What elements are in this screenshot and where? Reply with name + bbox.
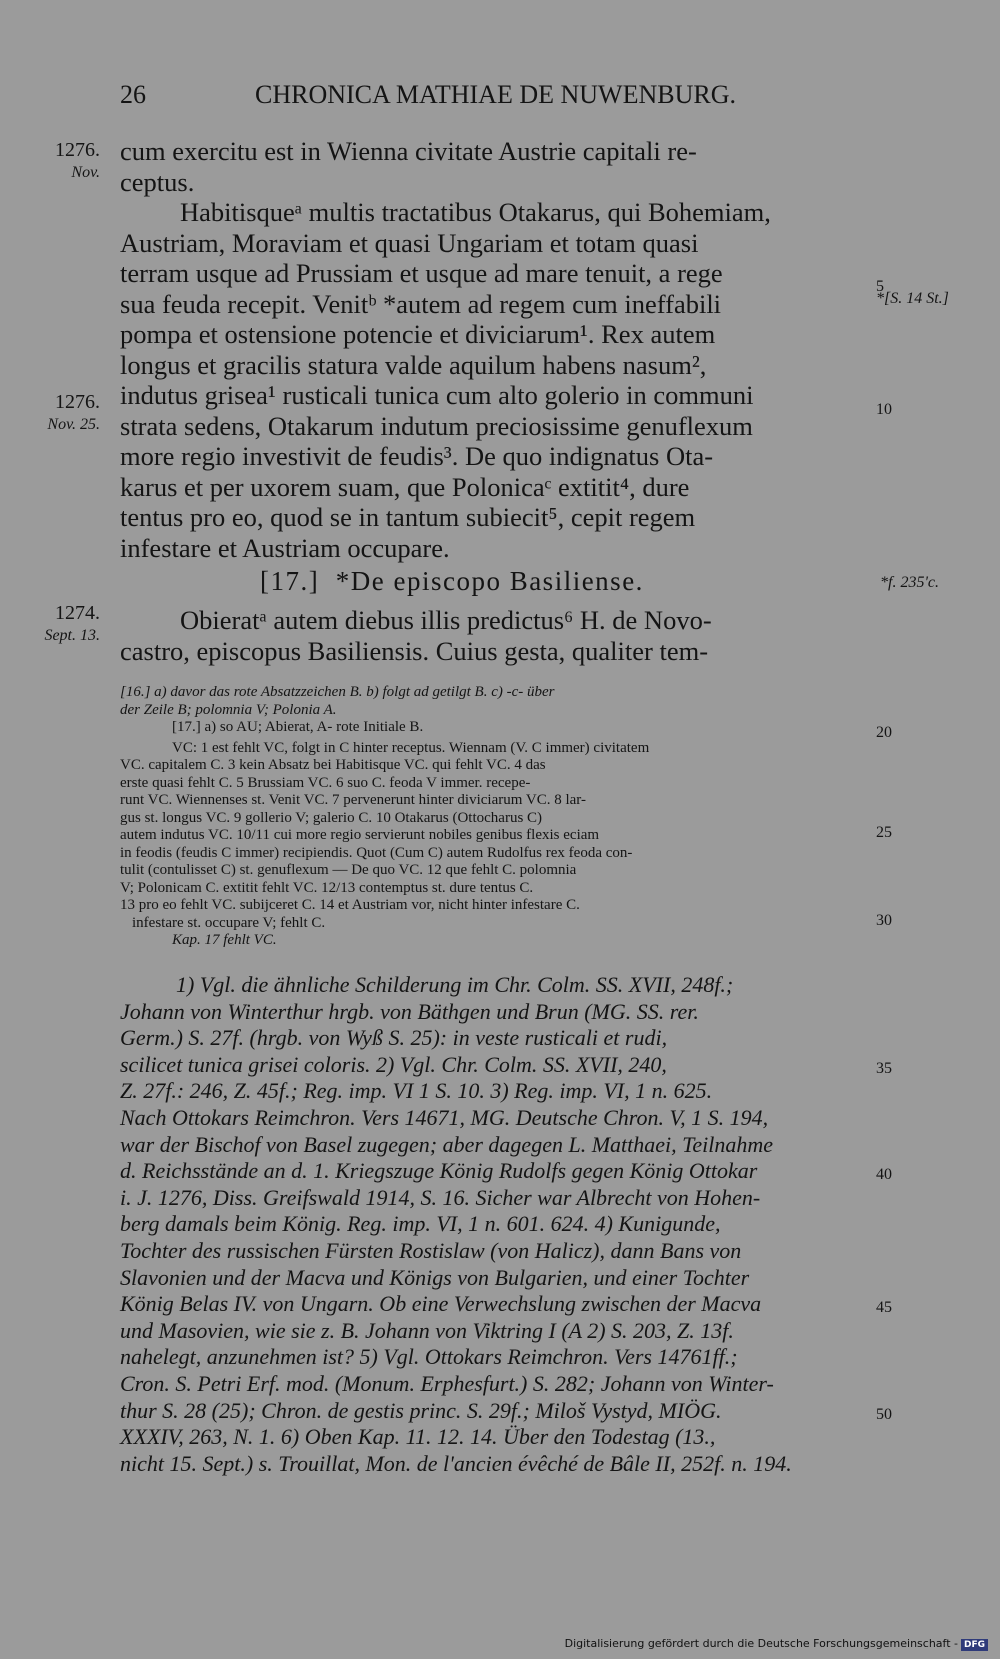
apparatus-line: tulit (contulisset C) st. genuflexum — De quo VC. 12 que fehlt C. polomnia xyxy=(120,862,577,878)
margin-ref: *[S. 14 St.] xyxy=(876,290,949,307)
digitization-credit xyxy=(565,1637,988,1651)
margin-ref: *f. 235'c. xyxy=(880,574,939,591)
footnote-line: nicht 15. Sept.) s. Trouillat, Mon. de l'ancien évêché de Bâle II, 252f. n. 194. xyxy=(120,1450,792,1476)
line-number: 45 xyxy=(876,1299,892,1316)
footnote-line: Slavonien und der Macva und Königs von Bulgarien, und einer Tochter xyxy=(120,1264,750,1290)
section-line: castro, episcopus Basiliensis. Cuius gesta, qualiter tem- xyxy=(120,636,709,666)
side-date-1 xyxy=(0,140,100,183)
footnote-line: Cron. S. Petri Erf. mod. (Monum. Erphesfurt.) S. 282; Johann von Winter- xyxy=(120,1370,774,1396)
side-date-2 xyxy=(0,392,100,435)
footnote-line: nahelegt, anzunehmen ist? 5) Vgl. Ottokars Reimchron. Vers 14761ff.; xyxy=(120,1344,738,1370)
text-line: sua feuda recepit. Venitᵇ *autem ad regem cum ineffabili xyxy=(120,288,722,319)
apparatus-line: V; Polonicam C. extitit fehlt VC. 12/13 contemptus st. dure tentus C. xyxy=(120,879,534,896)
line-number: 5 xyxy=(876,278,884,295)
footnote-line: thur S. 28 (25); Chron. de gestis princ. S. 29f.; Miloš Vystyd, MIÖG. xyxy=(120,1397,722,1423)
text-line: infestare et Austriam occupare. xyxy=(120,532,450,563)
apparatus-line: erste quasi fehlt C. 5 Brussiam VC. 6 suo C. feoda V immer. recepe- xyxy=(120,774,531,791)
credit-text: Digitalisierung gefördert durch die Deutsche Forschungsgemeinschaft - xyxy=(564,1637,958,1650)
line-number: 35 xyxy=(876,1060,892,1077)
apparatus-line: [17.] a) so AU; Abierat, A- rote Initiale B. xyxy=(172,719,424,735)
apparatus-line: infestare st. occupare V; fehlt C. xyxy=(132,914,326,931)
footnote-line: König Belas IV. von Ungarn. Ob eine Verwechslung zwischen der Macva xyxy=(120,1291,762,1317)
apparatus-line: in feodis (feudis C immer) recipiendis. Quot (Cum C) autem Rudolfus rex feoda con- xyxy=(120,844,633,861)
line-number: 10 xyxy=(876,401,892,418)
footnote-line: 1) Vgl. die ähnliche Schilderung im Chr. Colm. SS. XVII, 248f.; xyxy=(176,972,734,997)
footnotes xyxy=(120,972,868,1477)
footnote-line: Nach Ottokars Reimchron. Vers 14671, MG. Deutsche Chron. V, 1 S. 194, xyxy=(120,1104,769,1130)
footnote-line: XXXIV, 263, N. 1. 6) Oben Kap. 11. 12. 14. Über den Todestag (13., xyxy=(120,1424,716,1450)
text-line: Habitisqueᵃ multis tractatibus Otakarus, qui Bohemiam, xyxy=(180,197,771,227)
text-line: indutus grisea¹ rusticali tunica cum alto golerio in communi xyxy=(120,380,754,410)
side-date-year: 1276. xyxy=(55,139,100,161)
footnote-line: Tochter des russischen Fürsten Rostislaw (von Halicz), dann Bans von xyxy=(120,1237,742,1263)
text-line: tentus pro eo, quod se in tantum subiecit⁵, cepit regem xyxy=(120,502,696,532)
section-line: Obieratᵃ autem diebus illis predictus⁶ H. de Novo- xyxy=(180,605,712,635)
side-date-year: 1274. xyxy=(55,602,100,624)
line-number: 30 xyxy=(876,912,892,929)
side-date-month: Nov. xyxy=(71,164,100,181)
apparatus xyxy=(120,684,868,950)
footnote-line: Z. 27f.: 246, Z. 45f.; Reg. imp. VI 1 S. 10. 3) Reg. imp. VI, 1 n. 625. xyxy=(120,1078,713,1104)
apparatus-line: gus st. longus VC. 9 gollerio V; galerio C. 10 Otakarus (Ottocharus C) xyxy=(120,809,543,826)
section-title: *De episcopo Basiliense. xyxy=(335,566,644,596)
side-date-year: 1276. xyxy=(55,391,100,413)
apparatus-line: VC. capitalem C. 3 kein Absatz bei Habitisque VC. qui fehlt VC. 4 das xyxy=(120,757,546,773)
text-line: cum exercitu est in Wienna civitate Austrie capitali re- xyxy=(120,136,697,166)
dfg-logo: DFG xyxy=(961,1639,988,1651)
line-number: 20 xyxy=(876,724,892,741)
footnote-line: war der Bischof von Basel zugegen; aber dagegen L. Matthaei, Teilnahme xyxy=(120,1131,773,1157)
running-title: CHRONICA MATHIAE DE NUWENBURG. xyxy=(255,80,736,109)
section-heading xyxy=(260,566,644,597)
apparatus-line: autem indutus VC. 10/11 cui more regio servierunt nobiles genibus flexis eciam xyxy=(120,827,600,843)
apparatus-line: Kap. 17 fehlt VC. xyxy=(172,932,277,948)
footnote-line: d. Reichsstände an d. 1. Kriegszuge König Rudolfs gegen König Ottokar xyxy=(120,1158,758,1184)
side-date-day: Sept. 13. xyxy=(44,627,100,644)
footnote-line: scilicet tunica grisei coloris. 2) Vgl. Chr. Colm. SS. XVII, 240, xyxy=(120,1051,667,1077)
footnote-line: Germ.) S. 27f. (hrgb. von Wyß S. 25): in veste rusticali et rudi, xyxy=(120,1025,668,1051)
side-date-3 xyxy=(0,603,100,646)
page-number: 26 xyxy=(120,80,146,109)
footnote-line: i. J. 1276, Diss. Greifswald 1914, S. 16. Sicher war Albrecht von Hohen- xyxy=(120,1184,761,1210)
text-line: strata sedens, Otakarum indutum preciosissime genuflexum xyxy=(120,410,753,441)
text-line: terram usque ad Prussiam et usque ad mare tenuit, a rege xyxy=(120,258,723,288)
footnote-line: und Masovien, wie sie z. B. Johann von Viktring I (A 2) S. 203, Z. 13f. xyxy=(120,1317,734,1343)
apparatus-line: VC: 1 est fehlt VC, folgt in C hinter receptus. Wiennam (V. C immer) civitatem xyxy=(172,739,650,756)
text-line: ceptus. xyxy=(120,166,195,197)
side-date-day: Nov. 25. xyxy=(47,416,100,433)
apparatus-line: [16.] a) davor das rote Absatzzeichen B. b) folgt ad getilgt B. c) -c- über xyxy=(120,684,555,700)
line-number: 25 xyxy=(876,824,892,841)
apparatus-line: 13 pro eo fehlt VC. subijceret C. 14 et Austriam vor, nicht hinter infestare C. xyxy=(120,897,580,913)
line-number: 40 xyxy=(876,1166,892,1183)
apparatus-line: der Zeile B; polomnia V; Polonia A. xyxy=(120,701,337,718)
section-number: [17.] xyxy=(260,566,320,596)
text-line: Austriam, Moraviam et quasi Ungariam et totam quasi xyxy=(120,227,699,258)
footnote-line: Johann von Winterthur hrgb. von Bäthgen und Brun (MG. SS. rer. xyxy=(120,998,699,1024)
line-number: 50 xyxy=(876,1406,892,1423)
text-line: pompa et ostensione potencie et diviciarum¹. Rex autem xyxy=(120,319,716,349)
footnote-line: berg damals beim König. Reg. imp. VI, 1 n. 601. 624. 4) Kunigunde, xyxy=(120,1211,721,1237)
text-line: more regio investivit de feudis³. De quo indignatus Ota- xyxy=(120,441,714,471)
main-text xyxy=(120,136,868,563)
text-line: karus et per uxorem suam, que Polonicaᶜ extitit⁴, dure xyxy=(120,471,690,502)
text-line: longus et gracilis statura valde aquilum habens nasum², xyxy=(120,349,707,380)
apparatus-line: runt VC. Wiennenses st. Venit VC. 7 pervenerunt hinter diviciarum VC. 8 lar- xyxy=(120,792,586,808)
